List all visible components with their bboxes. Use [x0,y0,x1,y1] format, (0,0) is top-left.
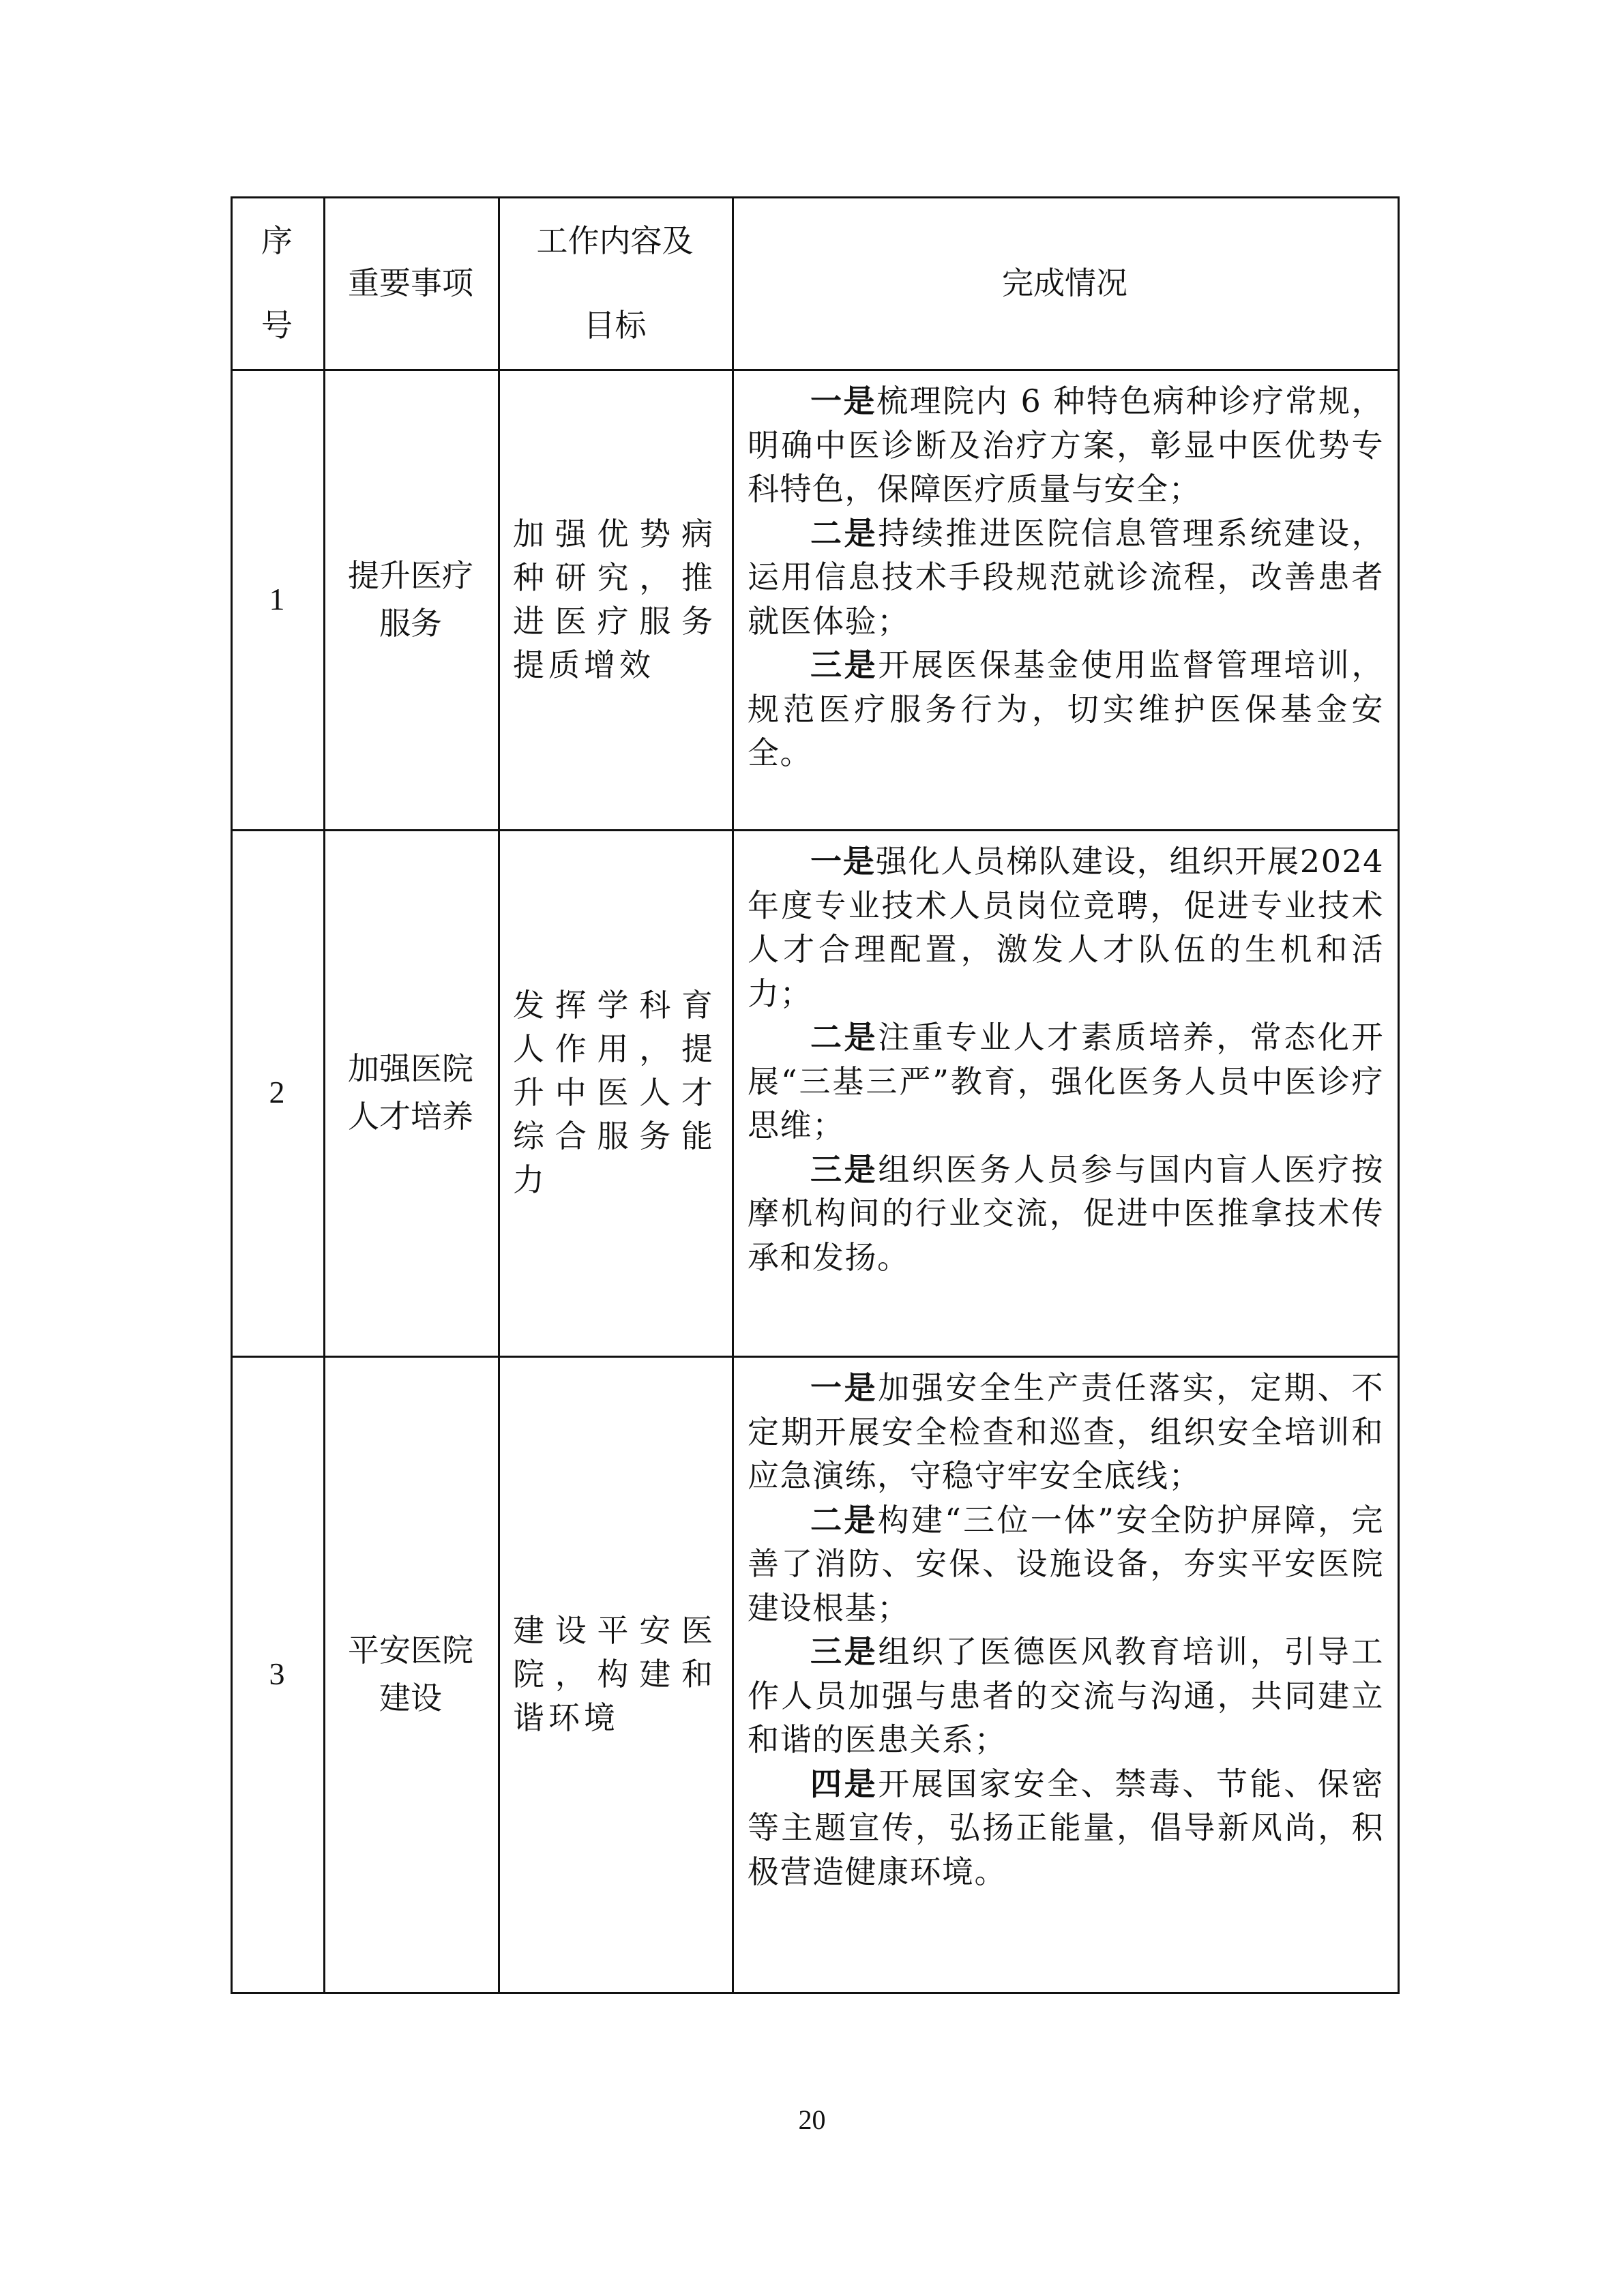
row2-item-line2: 人才培养 [348,1098,473,1135]
row1-goal [498,369,732,829]
row2-goal [498,829,732,1356]
row3-goal-text: 建设平安医院，构建和谐环境 [513,1611,717,1736]
page-number: 20 [798,2104,826,2135]
header-status-label: 完成情况 [1002,264,1127,301]
row3-no: 3 [269,1656,285,1691]
row3-point-2: 二是构建“三位一体”安全防护屏障，完善了消防、安保、设施设备，夯实平安医院建设根基； [748,1501,1385,1626]
row2-item-line1: 加强医院 [348,1050,473,1087]
header-no-line2: 号 [261,306,293,344]
row2-item [323,829,498,1356]
header-no-line1: 序 [261,222,293,259]
row3-point-1: 一是加强安全生产责任落实，定期、不定期开展安全检查和巡查，组织安全培训和应急演练，守稳守牢安全底线； [748,1369,1384,1494]
row2-point-1: 一是强化人员梯队建设，组织开展2024 年度专业技术人员岗位竞聘，促进专业技术人才合理配置，激发人才队伍的生机和活力； [748,843,1384,1012]
row3-item-line1: 平安医院 [348,1631,473,1669]
table-border-bottom [231,1992,1400,1994]
row2-point-3: 三是组织医务人员参与国内盲人医疗按摩机构间的行业交流，促进中医推拿技术传承和发扬。 [748,1150,1384,1276]
row1-point-2: 二是持续推进医院信息管理系统建设，运用信息技术手段规范就诊流程，改善患者就医体验； [748,514,1384,640]
header-no [231,196,323,369]
row3-item [323,1356,498,1992]
row1-no: 1 [269,581,285,616]
row1-point-1: 一是梳理院内 6 种特色病种诊疗常规，明确中医诊断及治疗方案，彰显中医优势专科特色，保障医疗质量与安全； [748,383,1385,507]
header-goal-line2: 目标 [583,306,647,344]
row1-status [734,379,1398,775]
header-item [323,196,498,369]
row1-item-line2: 服务 [379,604,442,642]
header-item-label: 重要事项 [348,264,473,301]
row2-status [734,839,1398,1279]
summary-table [231,196,1400,1994]
row1-goal-text: 加强优势病种研究，推进医疗服务提质增效 [513,515,717,683]
row2-no: 2 [269,1075,285,1109]
table-border-right [1398,196,1400,1994]
row3-item-line2: 建设 [379,1679,442,1716]
row3-point-4: 四是开展国家安全、禁毒、节能、保密等主题宣传，弘扬正能量，倡导新风尚，积极营造健康环境。 [748,1765,1384,1890]
row1-item-line1: 提升医疗 [348,556,473,594]
row1-item [323,369,498,829]
row3-goal [498,1356,732,1992]
row2-point-2: 二是注重专业人才素质培养，常态化开展“三基三严”教育，强化医务人员中医诊疗思维； [748,1019,1384,1144]
row3-point-3: 三是组织了医德医风教育培训，引导工作人员加强与患者的交流与沟通，共同建立和谐的医患关系； [748,1633,1384,1758]
header-goal [498,196,732,369]
header-status [732,196,1398,369]
row3-status [734,1366,1398,1894]
row2-goal-text: 发挥学科育人作用，提升中医人才综合服务能力 [513,987,717,1198]
row1-point-3: 三是开展医保基金使用监督管理培训，规范医疗服务行为，切实维护医保基金安全。 [748,646,1384,771]
header-goal-line1: 工作内容及 [536,222,694,259]
